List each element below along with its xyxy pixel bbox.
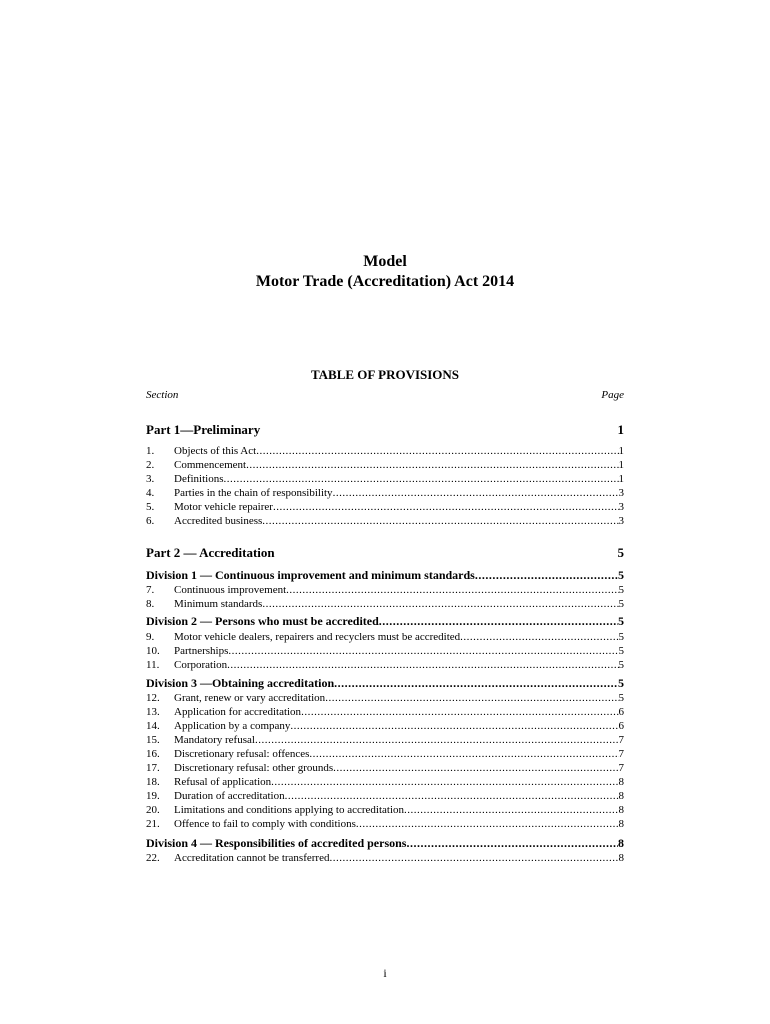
section-number: 13. — [146, 706, 160, 718]
dot-leader — [333, 761, 618, 775]
section-number: 14. — [146, 720, 160, 732]
toc-division-heading — [146, 836, 624, 851]
dot-leader — [406, 836, 618, 851]
dot-leader — [246, 458, 618, 472]
page-number: 1 — [617, 422, 624, 437]
section-column-header: Section — [146, 389, 179, 401]
toc-entry — [146, 514, 624, 528]
section-number: 18. — [146, 776, 160, 788]
page-number: 8 — [618, 836, 624, 850]
page-number: 1 — [618, 473, 624, 485]
page-number: 5 — [618, 659, 624, 671]
toc-entry-title: Discretionary refusal: other grounds — [174, 762, 334, 774]
page-number: 8 — [618, 852, 624, 864]
page-number: 8 — [618, 776, 624, 788]
page-number: 5 — [618, 568, 624, 582]
page-number: 8 — [618, 790, 624, 802]
dot-leader — [290, 719, 618, 733]
dot-leader — [228, 644, 618, 658]
section-number: 12. — [146, 692, 160, 704]
section-number: 6. — [146, 515, 155, 527]
toc-entry-title: Offence to fail to comply with conditions — [174, 818, 356, 830]
section-number: 8. — [146, 598, 155, 610]
toc-entry-title: Objects of this Act — [174, 445, 257, 457]
section-number: 17. — [146, 762, 160, 774]
section-number: 21. — [146, 818, 160, 830]
section-number: 3. — [146, 473, 155, 485]
toc-entry — [146, 747, 624, 761]
toc-entry — [146, 775, 624, 789]
dot-leader — [309, 747, 618, 761]
toc-entry — [146, 733, 624, 747]
page-column-header: Page — [601, 389, 624, 401]
toc-entry-title: Discretionary refusal: offences — [174, 748, 310, 760]
section-number: 11. — [146, 659, 160, 671]
dot-leader — [256, 444, 618, 458]
toc-entry-title: Refusal of application — [174, 776, 272, 788]
dot-leader — [262, 597, 618, 611]
page-number: 8 — [618, 804, 624, 816]
dot-leader — [271, 775, 618, 789]
section-number: 5. — [146, 501, 155, 513]
section-number: 22. — [146, 852, 160, 864]
section-number: 7. — [146, 584, 155, 596]
page-number: 5 — [618, 645, 624, 657]
toc-entry-title: Mandatory refusal — [174, 734, 255, 746]
toc-entry-title: Corporation — [174, 659, 228, 671]
toc-division-heading — [146, 676, 624, 691]
dot-leader — [285, 789, 619, 803]
toc-entry — [146, 500, 624, 514]
toc-entry-title: Minimum standards — [174, 598, 263, 610]
dot-leader — [329, 851, 618, 865]
toc-entry-title: Parties in the chain of responsibility — [174, 487, 333, 499]
toc-entry-title: Commencement — [174, 459, 247, 471]
toc-entry-title: Division 1 — Continuous improvement and minimum standards — [146, 568, 475, 582]
section-number: 1. — [146, 445, 155, 457]
toc-division-heading — [146, 614, 624, 629]
page-number: 5 — [618, 676, 624, 690]
toc-entry — [146, 597, 624, 611]
toc-entry — [146, 658, 624, 672]
toc-entry — [146, 719, 624, 733]
toc-entry-title: Part 2 — Accreditation — [146, 545, 275, 560]
toc-entry — [146, 630, 624, 644]
toc-entry — [146, 486, 624, 500]
page-number: 5 — [617, 545, 624, 560]
page-number: 7 — [618, 762, 624, 774]
footer-page-number: i — [383, 966, 387, 980]
section-number: 19. — [146, 790, 160, 802]
toc-entry — [146, 691, 624, 705]
section-number: 20. — [146, 804, 160, 816]
toc-entry-title: Definitions — [174, 473, 224, 485]
dot-leader — [356, 817, 619, 831]
page-number: 8 — [618, 818, 624, 830]
page-number: 5 — [618, 614, 624, 628]
toc-entry — [146, 644, 624, 658]
toc-entry — [146, 458, 624, 472]
toc-entry-title: Division 2 — Persons who must be accredited — [146, 614, 379, 628]
page-number: 5 — [618, 692, 624, 704]
toc-entry-title: Continuous improvement — [174, 584, 287, 596]
toc-entry — [146, 472, 624, 486]
toc-entry — [146, 761, 624, 775]
toc-entry — [146, 705, 624, 719]
page-number: 5 — [618, 598, 624, 610]
toc-heading: TABLE OF PROVISIONS — [310, 367, 460, 382]
section-number: 10. — [146, 645, 160, 657]
toc-entry-title: Application for accreditation — [174, 706, 302, 718]
dot-leader — [255, 733, 619, 747]
dot-leader — [301, 705, 618, 719]
page-number: 6 — [618, 720, 624, 732]
toc-entry-title: Motor vehicle dealers, repairers and recyclers must be accredited — [174, 631, 461, 643]
dot-leader — [273, 500, 619, 514]
toc-entry — [146, 444, 624, 458]
section-number: 4. — [146, 487, 155, 499]
toc-entry-title: Motor vehicle repairer — [174, 501, 273, 513]
section-number: 9. — [146, 631, 155, 643]
toc-entry — [146, 851, 624, 865]
toc-division-heading — [146, 568, 624, 583]
document-title-line1: Model — [363, 253, 407, 270]
toc-entry-title: Accredited business — [174, 515, 263, 527]
toc-entry-title: Limitations and conditions applying to accreditation — [174, 804, 405, 816]
dot-leader — [475, 568, 618, 583]
toc-entry-title: Partnerships — [174, 645, 229, 657]
dot-leader — [325, 691, 618, 705]
toc-entry — [146, 583, 624, 597]
page-number: 1 — [618, 459, 624, 471]
page-number: 3 — [618, 515, 624, 527]
toc-entry-title: Part 1—Preliminary — [146, 422, 261, 437]
dot-leader — [334, 676, 618, 691]
toc-entry-title: Accreditation cannot be transferred — [174, 852, 330, 864]
toc-part-heading — [146, 545, 624, 561]
page-number: 7 — [618, 734, 624, 746]
dot-leader — [460, 630, 618, 644]
toc-entry-title: Division 4 — Responsibilities of accredited persons — [146, 836, 407, 850]
page-number: 6 — [618, 706, 624, 718]
page-number: 3 — [618, 487, 624, 499]
section-number: 16. — [146, 748, 160, 760]
page-number: 1 — [618, 445, 624, 457]
dot-leader — [227, 658, 618, 672]
section-number: 2. — [146, 459, 155, 471]
page-number: 5 — [618, 631, 624, 643]
toc-entry — [146, 789, 624, 803]
toc-entry-title: Duration of accreditation — [174, 790, 285, 802]
document-title-line2: Motor Trade (Accreditation) Act 2014 — [255, 273, 515, 290]
toc-entry-title: Application by a company — [174, 720, 291, 732]
page-number: 5 — [618, 584, 624, 596]
dot-leader — [379, 614, 618, 629]
dot-leader — [333, 486, 619, 500]
dot-leader — [404, 803, 618, 817]
page-number: 7 — [618, 748, 624, 760]
toc-entry-title: Grant, renew or vary accreditation — [174, 692, 326, 704]
toc-entry — [146, 803, 624, 817]
toc-part-heading — [146, 422, 624, 438]
dot-leader — [224, 472, 619, 486]
toc-entry-title: Division 3 —Obtaining accreditation — [146, 676, 335, 690]
dot-leader — [286, 583, 618, 597]
section-number: 15. — [146, 734, 160, 746]
page-number: 3 — [618, 501, 624, 513]
toc-entry — [146, 817, 624, 831]
dot-leader — [262, 514, 618, 528]
